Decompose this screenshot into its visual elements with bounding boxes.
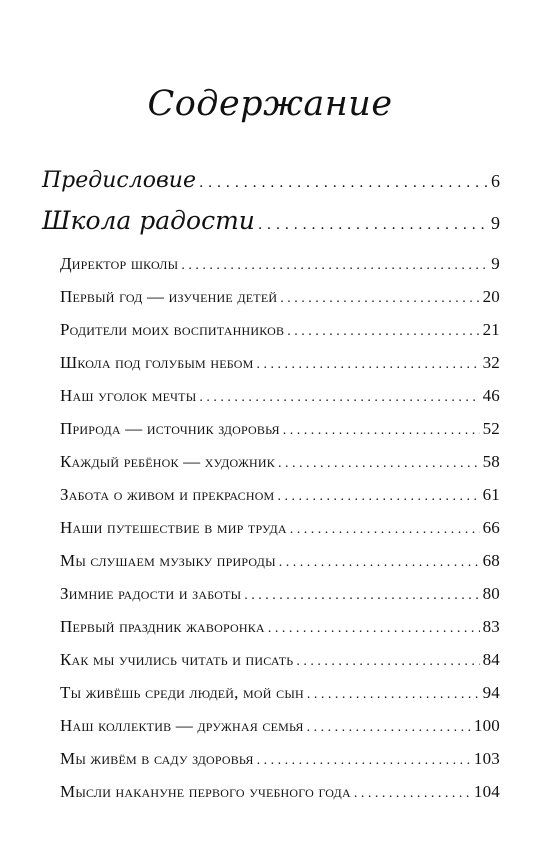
- toc-entry[interactable]: [60, 648, 500, 674]
- toc-entry-page-number: 9: [491, 213, 500, 233]
- toc-entry-page-number: 61: [482, 485, 500, 504]
- dot-leader: [181, 254, 488, 278]
- dot-leader: [287, 320, 479, 344]
- toc-entry-label: Наш коллектив — дружная семья: [60, 716, 304, 735]
- toc-entry-label: Зимние радости и заботы: [60, 584, 242, 603]
- dot-leader: [199, 386, 479, 410]
- toc-entry-label: Родители моих воспитанников: [60, 320, 285, 339]
- dot-leader: [244, 584, 479, 608]
- toc-entry-label: Первый год — изучение детей: [60, 287, 278, 306]
- toc-entry[interactable]: [60, 714, 500, 740]
- toc-entry-label: Мысли накануне первого учебного года: [60, 782, 351, 801]
- dot-leader: [354, 782, 471, 806]
- dot-leader: [279, 551, 480, 575]
- dot-leader: [199, 169, 488, 197]
- toc-entry-label: Предисловие: [42, 168, 196, 193]
- toc-entry-page-number: 21: [482, 320, 500, 339]
- toc-entry-page-number: 100: [473, 716, 500, 735]
- toc-entry-page-number: 6: [491, 171, 500, 191]
- toc-entry[interactable]: [60, 582, 500, 608]
- toc-entry-page-number: 103: [473, 749, 500, 768]
- dot-leader: [258, 211, 488, 239]
- dot-leader: [277, 485, 479, 509]
- dot-leader: [283, 419, 480, 443]
- dot-leader: [268, 617, 480, 641]
- toc-entry-page-number: 66: [482, 518, 500, 537]
- toc-entry-label: Первый праздник жаворонка: [60, 617, 265, 636]
- toc-entry-page-number: 9: [491, 254, 500, 273]
- toc-entry-page-number: 20: [482, 287, 500, 306]
- toc-entry-page-number: 80: [482, 584, 500, 603]
- toc-entry-label: Как мы учились читать и писать: [60, 650, 294, 669]
- toc-entry-page-number: 32: [482, 353, 500, 372]
- toc-entry[interactable]: [60, 780, 500, 806]
- toc-entry-label: Забота о живом и прекрасном: [60, 485, 275, 504]
- toc-entry-page-number: 46: [482, 386, 500, 405]
- toc-entry-label: Ты живёшь среди людей, мой сын: [60, 683, 304, 702]
- toc-entry[interactable]: [60, 417, 500, 443]
- toc-entry-label: Природа — источник здоровья: [60, 419, 280, 438]
- toc-entry[interactable]: [60, 351, 500, 377]
- toc-entry[interactable]: [60, 252, 500, 278]
- toc-entry[interactable]: [60, 285, 500, 311]
- toc-entry-major[interactable]: [42, 207, 500, 239]
- dot-leader: [257, 353, 480, 377]
- dot-leader: [296, 650, 479, 674]
- toc-entry-page-number: 83: [482, 617, 500, 636]
- toc-entry-label: Школа радости: [42, 206, 255, 235]
- dot-leader: [307, 716, 471, 740]
- toc-entry-label: Каждый ребёнок — художник: [60, 452, 275, 471]
- page-title: Содержание: [147, 84, 393, 124]
- toc-entry[interactable]: [60, 450, 500, 476]
- dot-leader: [307, 683, 480, 707]
- toc-entry[interactable]: [60, 483, 500, 509]
- toc-entry[interactable]: [60, 318, 500, 344]
- toc-entry[interactable]: [60, 747, 500, 773]
- dot-leader: [257, 749, 471, 773]
- toc-entry-label: Наш уголок мечты: [60, 386, 197, 405]
- toc-entry-label: Директор школы: [60, 254, 179, 273]
- dot-leader: [278, 452, 480, 476]
- toc-entry[interactable]: [60, 384, 500, 410]
- toc-entry[interactable]: [60, 549, 500, 575]
- toc-entry-page-number: 58: [482, 452, 500, 471]
- toc-entry-label: Мы живём в саду здоровья: [60, 749, 254, 768]
- toc-entry-page-number: 104: [473, 782, 500, 801]
- toc-entry-label: Наши путешествие в мир труда: [60, 518, 287, 537]
- toc-entry[interactable]: [60, 516, 500, 542]
- toc-entry-label: Школа под голубым небом: [60, 353, 254, 372]
- toc-entry-page-number: 84: [482, 650, 500, 669]
- toc-entry-page-number: 94: [482, 683, 500, 702]
- toc-entry-page-number: 52: [482, 419, 500, 438]
- toc-entry-major[interactable]: [42, 167, 500, 197]
- toc-entry-label: Мы слушаем музыку природы: [60, 551, 276, 570]
- toc-entry-page-number: 68: [482, 551, 500, 570]
- toc-entry[interactable]: [60, 681, 500, 707]
- dot-leader: [280, 287, 479, 311]
- dot-leader: [290, 518, 480, 542]
- toc-entry[interactable]: [60, 615, 500, 641]
